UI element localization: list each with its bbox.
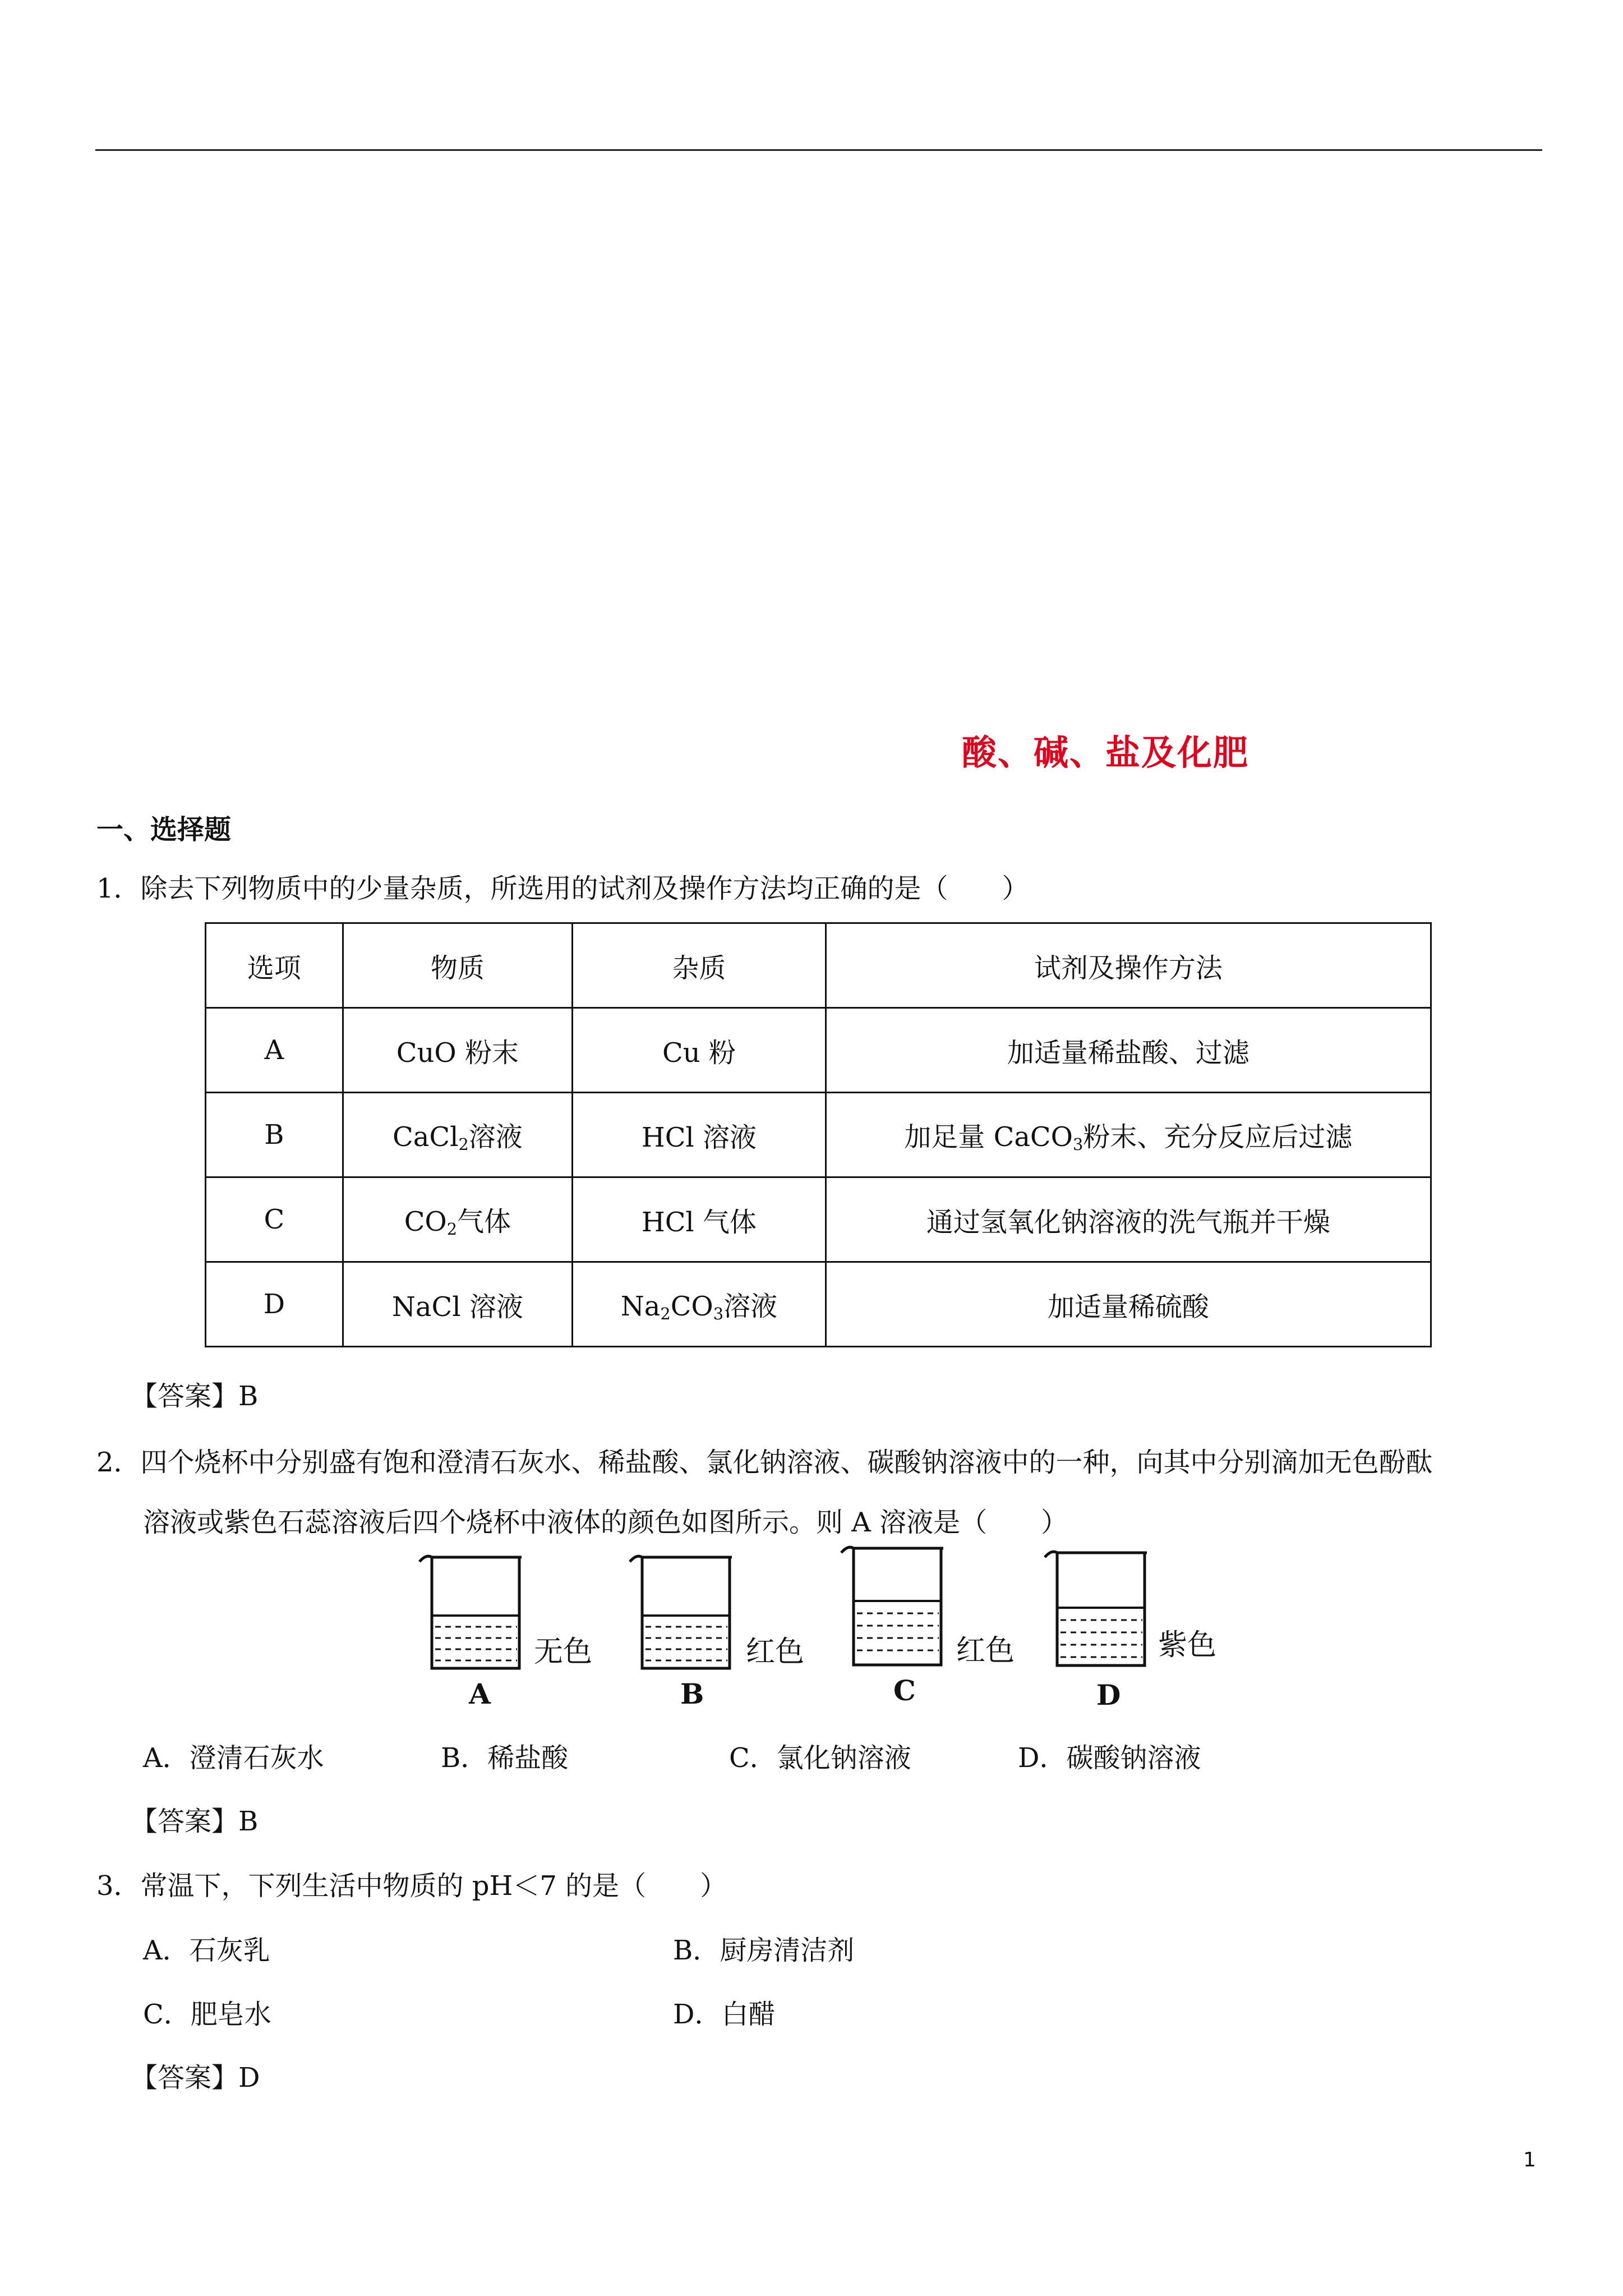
table-header: 杂质 [573, 923, 826, 1008]
table-cell: HCl 溶液 [573, 1093, 826, 1177]
table-header: 物质 [343, 923, 573, 1008]
q2-stem-line2: 溶液或紫色石蕊溶液后四个烧杯中液体的颜色如图所示。则 A 溶液是（ ） [143, 1507, 1068, 1538]
q3-option-d: D．白醋 [673, 1999, 776, 2030]
header-rule [95, 149, 1542, 151]
q1-stem: 1．除去下列物质中的少量杂质，所选用的试剂及操作方法均正确的是（ ） [96, 873, 1029, 904]
formula-text: Na [620, 1291, 661, 1323]
table-cell: B [206, 1093, 343, 1177]
table-cell: A [206, 1008, 343, 1093]
table-cell: 通过氢氧化钠溶液的洗气瓶并干燥 [826, 1177, 1431, 1262]
q3-option-a: A．石灰乳 [143, 1935, 270, 1966]
table-row [206, 1177, 1431, 1262]
formula-subscript: 2 [446, 1220, 458, 1239]
table-header: 选项 [206, 923, 343, 1008]
table-cell: C [206, 1177, 343, 1262]
q2-option-c: C．氯化钠溶液 [729, 1742, 911, 1774]
beaker-letter: C [893, 1674, 916, 1707]
table-cell [573, 1262, 826, 1347]
q2-stem-line1: 2．四个烧杯中分别盛有饱和澄清石灰水、稀盐酸、氯化钠溶液、碳酸钠溶液中的一种，向其中分别滴加无色酚酞 [96, 1447, 1433, 1478]
q1-answer: 【答案】B [131, 1381, 259, 1412]
table-header: 试剂及操作方法 [826, 923, 1431, 1008]
formula-subscript: 2 [458, 1135, 469, 1154]
beaker-icon [1040, 1545, 1152, 1671]
table-cell: Cu 粉 [573, 1008, 826, 1093]
table-cell: 加适量稀硫酸 [826, 1262, 1431, 1347]
table-header-row [206, 923, 1431, 1008]
formula-subscript: 3 [713, 1304, 724, 1324]
beaker-color-label: 红色 [746, 1635, 805, 1669]
table-cell [826, 1093, 1431, 1177]
section-heading: 一、选择题 [96, 814, 232, 845]
q3-answer: 【答案】D [131, 2062, 260, 2093]
beaker-letter: D [1096, 1678, 1121, 1711]
formula-text: 粉末、充分反应后过滤 [1083, 1121, 1353, 1153]
table-row [206, 1262, 1431, 1347]
beaker-c [837, 1540, 949, 1669]
beaker-color-label: 无色 [534, 1635, 593, 1669]
q2-answer: 【答案】B [131, 1806, 259, 1837]
formula-text: 气体 [457, 1206, 511, 1238]
formula-text: 溶液 [723, 1291, 778, 1323]
q2-option-d: D．碳酸钠溶液 [1018, 1742, 1201, 1774]
table-cell: D [206, 1262, 343, 1347]
formula-text: 溶液 [468, 1121, 523, 1153]
beaker-letter: A [469, 1677, 491, 1710]
q2-option-a: A．澄清石灰水 [143, 1742, 324, 1774]
page-number: 1 [1523, 2148, 1536, 2171]
table-cell: NaCl 溶液 [343, 1262, 573, 1347]
formula-text: CaCl [393, 1121, 459, 1153]
beaker-d [1040, 1545, 1152, 1671]
beaker-icon [625, 1549, 737, 1673]
formula-text: CO [404, 1206, 447, 1238]
q3-stem: 3．常温下，下列生活中物质的 pH＜7 的是（ ） [96, 1870, 727, 1902]
beaker-icon [837, 1540, 949, 1669]
beaker-b [625, 1549, 737, 1673]
q1-table [205, 922, 1432, 1347]
table-cell: CuO 粉末 [343, 1008, 573, 1093]
q3-option-b: B．厨房清洁剂 [673, 1935, 855, 1966]
q3-option-c: C．肥皂水 [143, 1999, 271, 2030]
formula-text: 加足量 CaCO [904, 1121, 1073, 1153]
q2-option-b: B．稀盐酸 [441, 1742, 569, 1774]
beaker-icon [415, 1549, 527, 1673]
beaker-letter: B [680, 1677, 704, 1710]
document-title: 酸、碱、盐及化肥 [962, 732, 1249, 773]
formula-text: CO [670, 1291, 713, 1323]
beaker-color-label: 紫色 [1158, 1628, 1217, 1662]
formula-subscript: 2 [660, 1304, 671, 1324]
table-cell: 加适量稀盐酸、过滤 [826, 1008, 1431, 1093]
table-cell [343, 1093, 573, 1177]
beaker-a [415, 1549, 527, 1673]
table-row [206, 1008, 1431, 1093]
table-cell: HCl 气体 [573, 1177, 826, 1262]
table-cell [343, 1177, 573, 1262]
beaker-color-label: 红色 [956, 1634, 1015, 1668]
formula-subscript: 3 [1073, 1135, 1083, 1154]
beaker-figure [415, 1549, 1245, 1718]
table-row [206, 1093, 1431, 1177]
